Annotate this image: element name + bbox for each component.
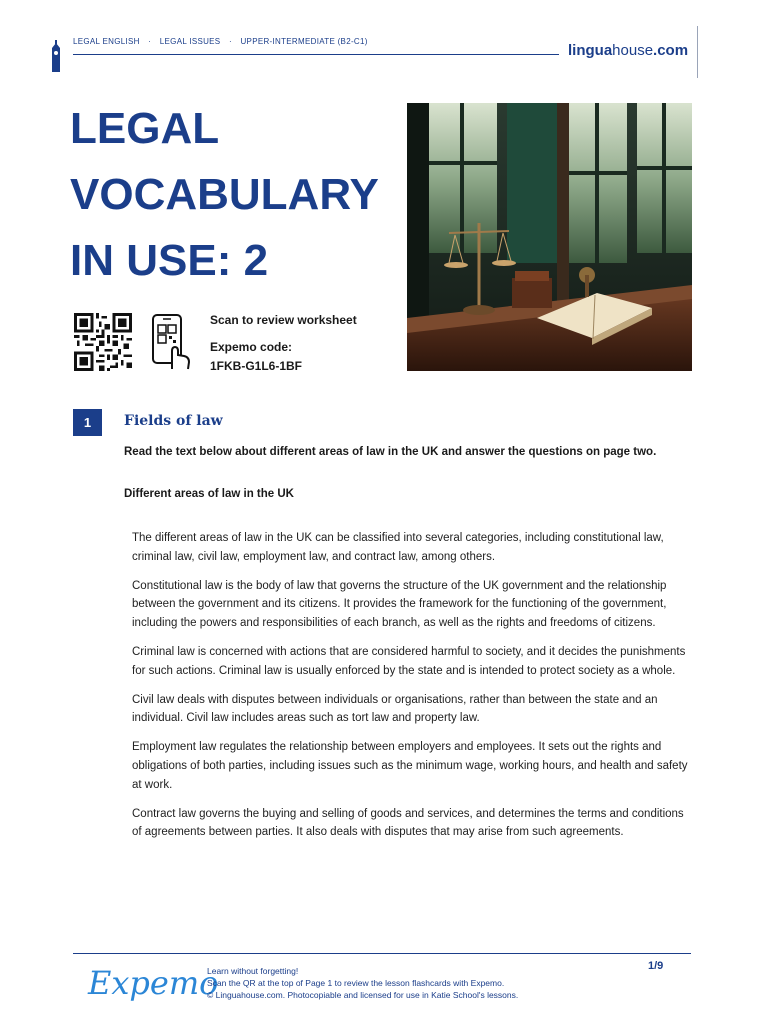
header-vertical-rule [697,26,698,78]
breadcrumb-separator: · [148,37,152,46]
logo-part: .com [653,42,689,59]
logo-part: house [612,42,654,59]
expemo-code-label: Expemo code: [210,340,293,354]
footer-notes [207,965,518,1001]
phone-scan-icon [150,313,192,371]
footer-copyright: © Linguahouse.com. Photocopiable and licensed for use in Katie School's lessons. [207,990,519,1000]
expemo-logo[interactable]: Expemo [88,964,219,1002]
breadcrumb-separator: · [228,37,232,46]
paragraph: Civil law deals with disputes between individuals or organisations, rather than between the state and an individual. Civil law includes areas such as tort law and property law. [132,693,658,725]
paragraph: Constitutional law is the body of law that governs the structure of the UK government and the relationship between the government and its citizens. It provides the framework for the functioning of the government, including the powers and responsibilities of each branch, as well as the rights and freedoms of citizens. [132,579,667,630]
footer-scan-note: Scan the QR at the top of Page 1 to review the lesson flashcards with Expemo. [207,978,505,988]
paragraph: Employment law regulates the relationship between employers and employees. It sets out the rights and obligations of both parties, including issues such as the minimum wage, working hours, and health and safety at work. [132,741,688,791]
title-line: IN USE: 2 [70,236,269,285]
page-title [70,96,400,294]
title-line: LEGAL [70,104,220,153]
breadcrumb-item[interactable]: LEGAL ISSUES [159,37,221,46]
breadcrumb-item[interactable]: LEGAL ENGLISH [73,37,140,46]
scan-instruction: Scan to review worksheet [210,313,357,327]
text-subheading: Different areas of law in the UK [124,488,294,500]
hero-image [407,103,692,371]
paragraph: The different areas of law in the UK can be classified into several categories, including constitutional law, criminal law, civil law, employment law, and contract law, among others. [132,532,664,563]
big-ben-icon [50,40,62,72]
footer-divider [73,953,691,954]
paragraph: Contract law governs the buying and selling of goods and services, and determines the terms and conditions of agreements between parties. It also deals with disputes that may arise from such agreements. [132,807,684,839]
qr-code-icon[interactable] [73,313,133,371]
breadcrumb [73,37,374,46]
linguahouse-logo[interactable] [568,42,688,59]
section-instructions: Read the text below about different areas of law in the UK and answer the questions on page two. [124,446,657,458]
paragraph: Criminal law is concerned with actions that are considered harmful to society, and it decides the punishments for such actions. Criminal law is usually enforced by the state and is intended to protect society as a whole. [132,645,686,677]
title-line: VOCABULARY [70,170,379,219]
logo-part: lingua [568,42,613,59]
header-divider [73,54,559,55]
footer-tagline: Learn without forgetting! [207,966,299,976]
reading-text [132,529,688,852]
page-number: 1/9 [648,960,664,972]
section-number-badge: 1 [73,409,102,436]
section-title: Fields of law [124,413,223,429]
breadcrumb-item[interactable]: UPPER-INTERMEDIATE (B2-C1) [240,37,368,46]
expemo-code-value: 1FKB-G1L6-1BF [210,359,303,373]
